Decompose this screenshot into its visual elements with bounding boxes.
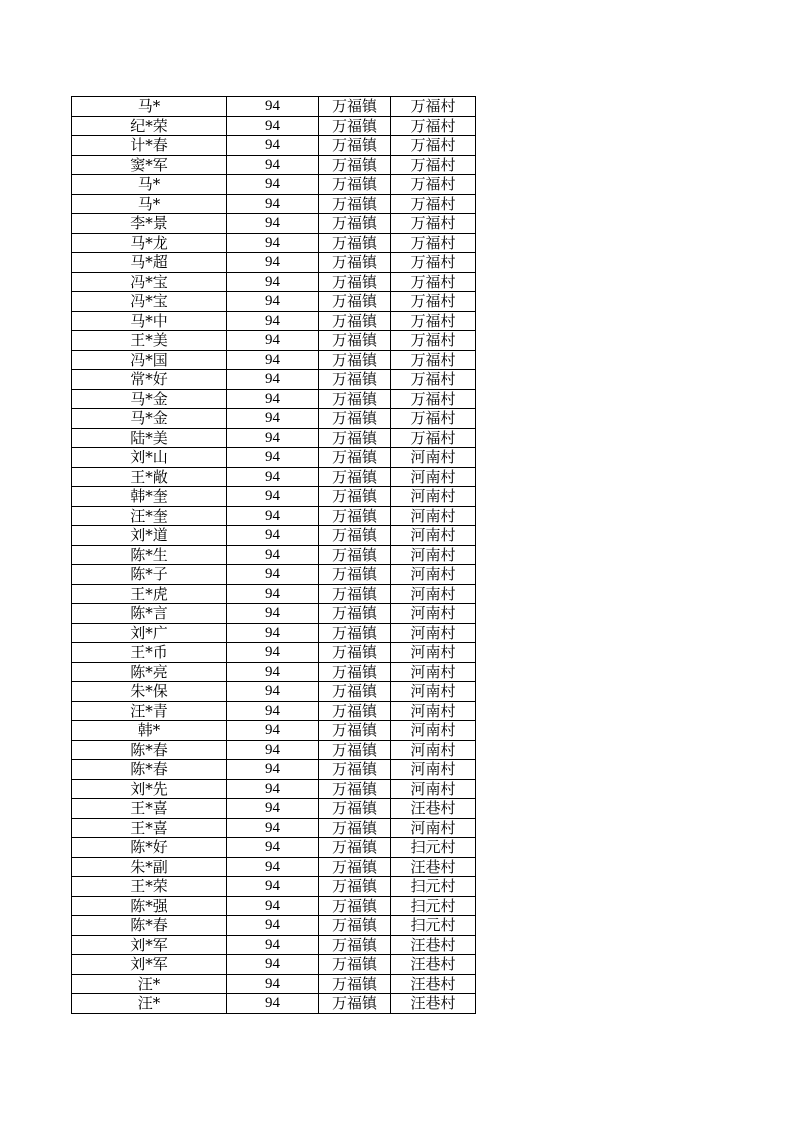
town-cell: 万福镇 (319, 662, 391, 682)
name-cell: 陆*美 (72, 428, 227, 448)
table-row (72, 838, 476, 858)
town-cell: 万福镇 (319, 116, 391, 136)
table-row (72, 545, 476, 565)
table-row (72, 760, 476, 780)
town-cell: 万福镇 (319, 760, 391, 780)
score-cell: 94 (227, 857, 319, 877)
village-cell: 万福村 (391, 389, 476, 409)
town-cell: 万福镇 (319, 448, 391, 468)
name-cell: 陈*春 (72, 760, 227, 780)
table-row (72, 818, 476, 838)
town-cell: 万福镇 (319, 253, 391, 273)
table-row (72, 97, 476, 117)
name-cell: 王*美 (72, 331, 227, 351)
score-cell: 94 (227, 97, 319, 117)
table-row (72, 331, 476, 351)
village-cell: 万福村 (391, 292, 476, 312)
town-cell: 万福镇 (319, 838, 391, 858)
town-cell: 万福镇 (319, 506, 391, 526)
score-cell: 94 (227, 350, 319, 370)
table-row (72, 428, 476, 448)
name-cell: 陈*生 (72, 545, 227, 565)
town-cell: 万福镇 (319, 877, 391, 897)
town-cell: 万福镇 (319, 272, 391, 292)
village-cell: 河南村 (391, 506, 476, 526)
score-cell: 94 (227, 389, 319, 409)
score-cell: 94 (227, 253, 319, 273)
score-cell: 94 (227, 545, 319, 565)
score-cell: 94 (227, 799, 319, 819)
name-cell: 刘*广 (72, 623, 227, 643)
name-cell: 马*金 (72, 389, 227, 409)
town-cell: 万福镇 (319, 370, 391, 390)
score-cell: 94 (227, 682, 319, 702)
score-cell: 94 (227, 935, 319, 955)
table-row (72, 272, 476, 292)
town-cell: 万福镇 (319, 428, 391, 448)
town-cell: 万福镇 (319, 155, 391, 175)
name-cell: 刘*先 (72, 779, 227, 799)
town-cell: 万福镇 (319, 136, 391, 156)
village-cell: 万福村 (391, 116, 476, 136)
name-cell: 马* (72, 97, 227, 117)
table-row (72, 740, 476, 760)
village-cell: 河南村 (391, 662, 476, 682)
table-row (72, 604, 476, 624)
town-cell: 万福镇 (319, 935, 391, 955)
table-row (72, 916, 476, 936)
name-cell: 陈*子 (72, 565, 227, 585)
name-cell: 朱*保 (72, 682, 227, 702)
town-cell: 万福镇 (319, 545, 391, 565)
name-cell: 刘*山 (72, 448, 227, 468)
table-row (72, 175, 476, 195)
village-cell: 万福村 (391, 409, 476, 429)
village-cell: 河南村 (391, 818, 476, 838)
table-row (72, 194, 476, 214)
village-cell: 汪巷村 (391, 857, 476, 877)
name-cell: 陈*春 (72, 740, 227, 760)
village-cell: 扫元村 (391, 916, 476, 936)
town-cell: 万福镇 (319, 721, 391, 741)
village-cell: 万福村 (391, 253, 476, 273)
score-cell: 94 (227, 272, 319, 292)
name-cell: 冯*宝 (72, 272, 227, 292)
village-cell: 河南村 (391, 760, 476, 780)
name-cell: 韩* (72, 721, 227, 741)
name-cell: 马*超 (72, 253, 227, 273)
town-cell: 万福镇 (319, 643, 391, 663)
table-row (72, 877, 476, 897)
score-cell: 94 (227, 701, 319, 721)
score-cell: 94 (227, 136, 319, 156)
table-row (72, 116, 476, 136)
town-cell: 万福镇 (319, 565, 391, 585)
town-cell: 万福镇 (319, 97, 391, 117)
village-cell: 扫元村 (391, 877, 476, 897)
score-cell: 94 (227, 643, 319, 663)
name-cell: 冯*宝 (72, 292, 227, 312)
name-cell: 刘*军 (72, 955, 227, 975)
name-cell: 王*虎 (72, 584, 227, 604)
table-row (72, 233, 476, 253)
name-cell: 马* (72, 175, 227, 195)
name-cell: 陈*好 (72, 838, 227, 858)
table-row (72, 935, 476, 955)
score-cell: 94 (227, 370, 319, 390)
name-cell: 汪*奎 (72, 506, 227, 526)
table-row (72, 896, 476, 916)
name-cell: 马*中 (72, 311, 227, 331)
table-row (72, 253, 476, 273)
score-cell: 94 (227, 623, 319, 643)
village-cell: 河南村 (391, 545, 476, 565)
town-cell: 万福镇 (319, 779, 391, 799)
table-row (72, 448, 476, 468)
village-cell: 河南村 (391, 584, 476, 604)
score-cell: 94 (227, 584, 319, 604)
town-cell: 万福镇 (319, 896, 391, 916)
score-cell: 94 (227, 448, 319, 468)
score-cell: 94 (227, 838, 319, 858)
score-cell: 94 (227, 428, 319, 448)
village-cell: 扫元村 (391, 896, 476, 916)
name-cell: 常*好 (72, 370, 227, 390)
town-cell: 万福镇 (319, 467, 391, 487)
name-cell: 马*龙 (72, 233, 227, 253)
village-cell: 汪巷村 (391, 994, 476, 1014)
table-row (72, 662, 476, 682)
village-cell: 万福村 (391, 175, 476, 195)
score-cell: 94 (227, 194, 319, 214)
score-cell: 94 (227, 467, 319, 487)
table-body (72, 97, 476, 1014)
village-cell: 万福村 (391, 370, 476, 390)
village-cell: 万福村 (391, 311, 476, 331)
score-cell: 94 (227, 896, 319, 916)
town-cell: 万福镇 (319, 682, 391, 702)
table-row (72, 526, 476, 546)
score-cell: 94 (227, 409, 319, 429)
score-cell: 94 (227, 721, 319, 741)
table-row (72, 467, 476, 487)
score-cell: 94 (227, 740, 319, 760)
score-cell: 94 (227, 155, 319, 175)
table-row (72, 721, 476, 741)
town-cell: 万福镇 (319, 175, 391, 195)
table-row (72, 701, 476, 721)
village-cell: 汪巷村 (391, 955, 476, 975)
table-row (72, 643, 476, 663)
data-table (71, 96, 476, 1014)
town-cell: 万福镇 (319, 292, 391, 312)
table-row (72, 409, 476, 429)
table-row (72, 350, 476, 370)
score-cell: 94 (227, 779, 319, 799)
name-cell: 刘*道 (72, 526, 227, 546)
village-cell: 万福村 (391, 194, 476, 214)
village-cell: 扫元村 (391, 838, 476, 858)
table-row (72, 955, 476, 975)
town-cell: 万福镇 (319, 818, 391, 838)
town-cell: 万福镇 (319, 409, 391, 429)
village-cell: 河南村 (391, 779, 476, 799)
name-cell: 冯*国 (72, 350, 227, 370)
village-cell: 河南村 (391, 604, 476, 624)
table-row (72, 136, 476, 156)
town-cell: 万福镇 (319, 311, 391, 331)
table-row (72, 584, 476, 604)
table-row (72, 994, 476, 1014)
village-cell: 河南村 (391, 623, 476, 643)
table-row (72, 370, 476, 390)
score-cell: 94 (227, 116, 319, 136)
town-cell: 万福镇 (319, 233, 391, 253)
score-cell: 94 (227, 760, 319, 780)
village-cell: 万福村 (391, 233, 476, 253)
village-cell: 汪巷村 (391, 935, 476, 955)
village-cell: 万福村 (391, 97, 476, 117)
village-cell: 汪巷村 (391, 799, 476, 819)
village-cell: 万福村 (391, 155, 476, 175)
score-cell: 94 (227, 974, 319, 994)
town-cell: 万福镇 (319, 194, 391, 214)
village-cell: 万福村 (391, 214, 476, 234)
name-cell: 李*景 (72, 214, 227, 234)
name-cell: 王*敞 (72, 467, 227, 487)
name-cell: 韩*奎 (72, 487, 227, 507)
table-row (72, 292, 476, 312)
score-cell: 94 (227, 565, 319, 585)
town-cell: 万福镇 (319, 799, 391, 819)
village-cell: 万福村 (391, 272, 476, 292)
village-cell: 河南村 (391, 526, 476, 546)
village-cell: 河南村 (391, 721, 476, 741)
score-cell: 94 (227, 311, 319, 331)
town-cell: 万福镇 (319, 584, 391, 604)
name-cell: 窦*军 (72, 155, 227, 175)
name-cell: 王*喜 (72, 818, 227, 838)
village-cell: 河南村 (391, 487, 476, 507)
name-cell: 陈*亮 (72, 662, 227, 682)
village-cell: 万福村 (391, 331, 476, 351)
name-cell: 计*春 (72, 136, 227, 156)
table-row (72, 623, 476, 643)
village-cell: 河南村 (391, 740, 476, 760)
town-cell: 万福镇 (319, 331, 391, 351)
village-cell: 河南村 (391, 643, 476, 663)
name-cell: 朱*副 (72, 857, 227, 877)
name-cell: 王*币 (72, 643, 227, 663)
village-cell: 河南村 (391, 701, 476, 721)
town-cell: 万福镇 (319, 701, 391, 721)
town-cell: 万福镇 (319, 740, 391, 760)
town-cell: 万福镇 (319, 526, 391, 546)
name-cell: 王*荣 (72, 877, 227, 897)
table-row (72, 779, 476, 799)
score-cell: 94 (227, 233, 319, 253)
town-cell: 万福镇 (319, 487, 391, 507)
score-cell: 94 (227, 526, 319, 546)
name-cell: 汪*青 (72, 701, 227, 721)
name-cell: 刘*军 (72, 935, 227, 955)
score-cell: 94 (227, 877, 319, 897)
score-cell: 94 (227, 604, 319, 624)
name-cell: 王*喜 (72, 799, 227, 819)
table-row (72, 857, 476, 877)
name-cell: 陈*强 (72, 896, 227, 916)
name-cell: 汪* (72, 994, 227, 1014)
name-cell: 马* (72, 194, 227, 214)
town-cell: 万福镇 (319, 974, 391, 994)
table-row (72, 799, 476, 819)
name-cell: 马*金 (72, 409, 227, 429)
name-cell: 陈*春 (72, 916, 227, 936)
table-row (72, 487, 476, 507)
score-cell: 94 (227, 292, 319, 312)
village-cell: 汪巷村 (391, 974, 476, 994)
score-cell: 94 (227, 506, 319, 526)
town-cell: 万福镇 (319, 214, 391, 234)
name-cell: 陈*言 (72, 604, 227, 624)
score-cell: 94 (227, 955, 319, 975)
score-cell: 94 (227, 994, 319, 1014)
town-cell: 万福镇 (319, 350, 391, 370)
town-cell: 万福镇 (319, 916, 391, 936)
name-cell: 纪*荣 (72, 116, 227, 136)
town-cell: 万福镇 (319, 623, 391, 643)
score-cell: 94 (227, 175, 319, 195)
table-row (72, 214, 476, 234)
table-row (72, 389, 476, 409)
score-cell: 94 (227, 818, 319, 838)
score-cell: 94 (227, 916, 319, 936)
table-row (72, 311, 476, 331)
village-cell: 万福村 (391, 350, 476, 370)
table-row (72, 506, 476, 526)
town-cell: 万福镇 (319, 857, 391, 877)
table-row (72, 682, 476, 702)
village-cell: 河南村 (391, 467, 476, 487)
village-cell: 河南村 (391, 682, 476, 702)
score-cell: 94 (227, 662, 319, 682)
score-cell: 94 (227, 331, 319, 351)
village-cell: 万福村 (391, 136, 476, 156)
village-cell: 河南村 (391, 565, 476, 585)
table-row (72, 155, 476, 175)
village-cell: 河南村 (391, 448, 476, 468)
score-cell: 94 (227, 487, 319, 507)
town-cell: 万福镇 (319, 389, 391, 409)
town-cell: 万福镇 (319, 604, 391, 624)
table-row (72, 565, 476, 585)
village-cell: 万福村 (391, 428, 476, 448)
table-row (72, 974, 476, 994)
town-cell: 万福镇 (319, 955, 391, 975)
name-cell: 汪* (72, 974, 227, 994)
score-cell: 94 (227, 214, 319, 234)
town-cell: 万福镇 (319, 994, 391, 1014)
